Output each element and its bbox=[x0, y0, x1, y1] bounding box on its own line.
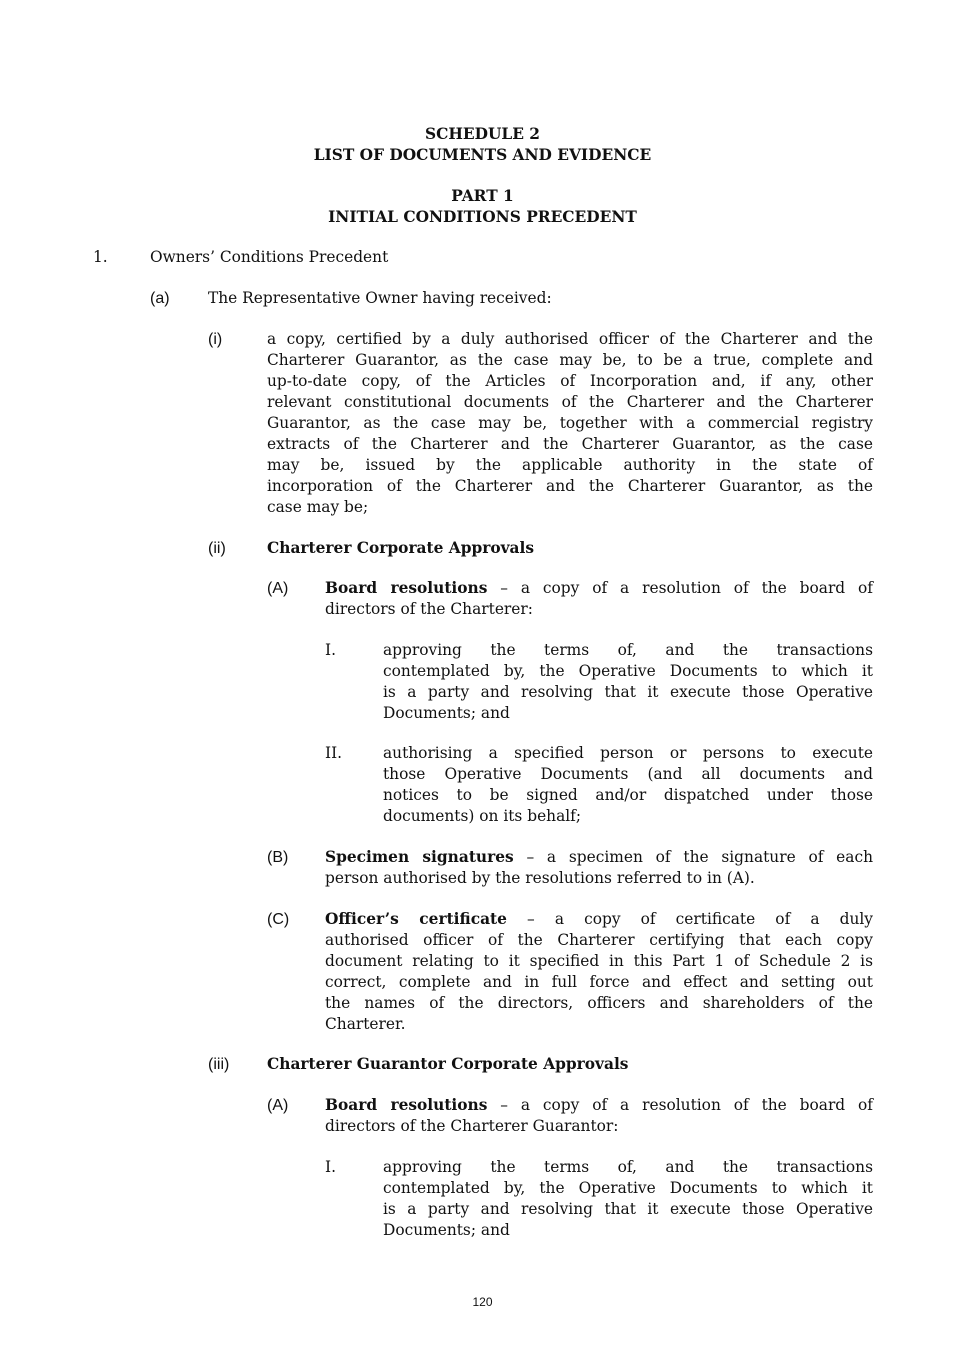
paragraph-line: Charterer. bbox=[325, 1015, 406, 1033]
paragraph-line: is a party and resolving that it execute those Operative bbox=[383, 683, 873, 701]
schedule-heading: SCHEDULE 2 bbox=[424, 125, 541, 143]
paragraph-line: may be, issued by the applicable authority in the state of bbox=[267, 456, 873, 474]
paragraph-line: Guarantor, as the case may be, together with a commercial registry bbox=[267, 414, 873, 432]
item-label: II. bbox=[325, 744, 343, 762]
paragraph-line: directors of the Charterer: bbox=[325, 600, 533, 618]
paragraph-line: correct, complete and in full force and effect and setting out bbox=[325, 973, 873, 991]
bold-term: Officer’s certificate bbox=[325, 910, 507, 928]
paragraph-line bbox=[325, 578, 873, 599]
paragraph-line: those Operative Documents (and all documents and bbox=[383, 765, 873, 783]
item-label: I. bbox=[325, 1158, 336, 1176]
item-label: 1. bbox=[93, 248, 108, 266]
item-label: (a) bbox=[150, 290, 170, 307]
item-label: (i) bbox=[208, 331, 223, 348]
paragraph-line: authorising a specified person or persons to execute bbox=[383, 744, 873, 762]
item-label: (C) bbox=[267, 911, 290, 928]
line-text: – a specimen of the signature of each bbox=[513, 848, 873, 866]
paragraph-line: approving the terms of, and the transactions bbox=[383, 1158, 873, 1176]
paragraph-line: contemplated by, the Operative Documents to which it bbox=[383, 662, 873, 680]
page-number: 120 bbox=[472, 1295, 493, 1309]
paragraph-line: Documents; and bbox=[383, 1221, 510, 1239]
paragraph-line: contemplated by, the Operative Documents to which it bbox=[383, 1179, 873, 1197]
paragraph-line: Charterer Guarantor, as the case may be, to be a true, complete and bbox=[267, 351, 873, 369]
paragraph-line: person authorised by the resolutions referred to in (A). bbox=[325, 869, 755, 887]
paragraph-line: approving the terms of, and the transactions bbox=[383, 641, 873, 659]
paragraph-line: The Representative Owner having received: bbox=[208, 289, 552, 307]
paragraph-line: Documents; and bbox=[383, 704, 510, 722]
paragraph-line: extracts of the Charterer and the Charterer Guarantor, as the case bbox=[267, 435, 873, 453]
item-label: I. bbox=[325, 641, 336, 659]
paragraph-line: the names of the directors, officers and shareholders of the bbox=[325, 994, 873, 1012]
paragraph-line: document relating to it specified in this Part 1 of Schedule 2 is bbox=[325, 952, 873, 970]
section-heading: Charterer Guarantor Corporate Approvals bbox=[267, 1055, 629, 1073]
paragraph-line: notices to be signed and/or dispatched under those bbox=[383, 786, 873, 804]
paragraph-line bbox=[325, 847, 873, 868]
paragraph-line: is a party and resolving that it execute those Operative bbox=[383, 1200, 873, 1218]
item-label: (A) bbox=[267, 1097, 289, 1114]
bold-term: Specimen signatures bbox=[325, 848, 514, 866]
part-heading: PART 1 bbox=[451, 187, 514, 205]
paragraph-line: case may be; bbox=[267, 498, 369, 516]
schedule-title: LIST OF DOCUMENTS AND EVIDENCE bbox=[313, 146, 652, 164]
line-text: – a copy of certificate of a duly bbox=[506, 910, 873, 928]
item-label: (B) bbox=[267, 849, 289, 866]
item-label: (ii) bbox=[208, 540, 226, 557]
paragraph-line: a copy, certified by a duly authorised officer of the Charterer and the bbox=[267, 330, 873, 348]
paragraph-line: up-to-date copy, of the Articles of Incorporation and, if any, other bbox=[267, 372, 873, 390]
section-heading: Charterer Corporate Approvals bbox=[267, 539, 535, 557]
line-text: – a copy of a resolution of the board of bbox=[487, 1096, 873, 1114]
paragraph-line: Owners’ Conditions Precedent bbox=[150, 248, 389, 266]
item-label: (A) bbox=[267, 580, 289, 597]
paragraph-line: documents) on its behalf; bbox=[383, 807, 582, 825]
paragraph-line: relevant constitutional documents of the Charterer and the Charterer bbox=[267, 393, 873, 411]
bold-term: Board resolutions bbox=[325, 579, 488, 597]
line-text: – a copy of a resolution of the board of bbox=[487, 579, 873, 597]
paragraph-line bbox=[325, 1095, 873, 1116]
paragraph-line: authorised officer of the Charterer certifying that each copy bbox=[325, 931, 873, 949]
paragraph-line: directors of the Charterer Guarantor: bbox=[325, 1117, 619, 1135]
bold-term: Board resolutions bbox=[325, 1096, 488, 1114]
paragraph-line bbox=[325, 909, 873, 930]
paragraph-line: incorporation of the Charterer and the Charterer Guarantor, as the bbox=[267, 477, 873, 495]
item-label: (iii) bbox=[208, 1056, 230, 1073]
part-title: INITIAL CONDITIONS PRECEDENT bbox=[328, 208, 637, 226]
